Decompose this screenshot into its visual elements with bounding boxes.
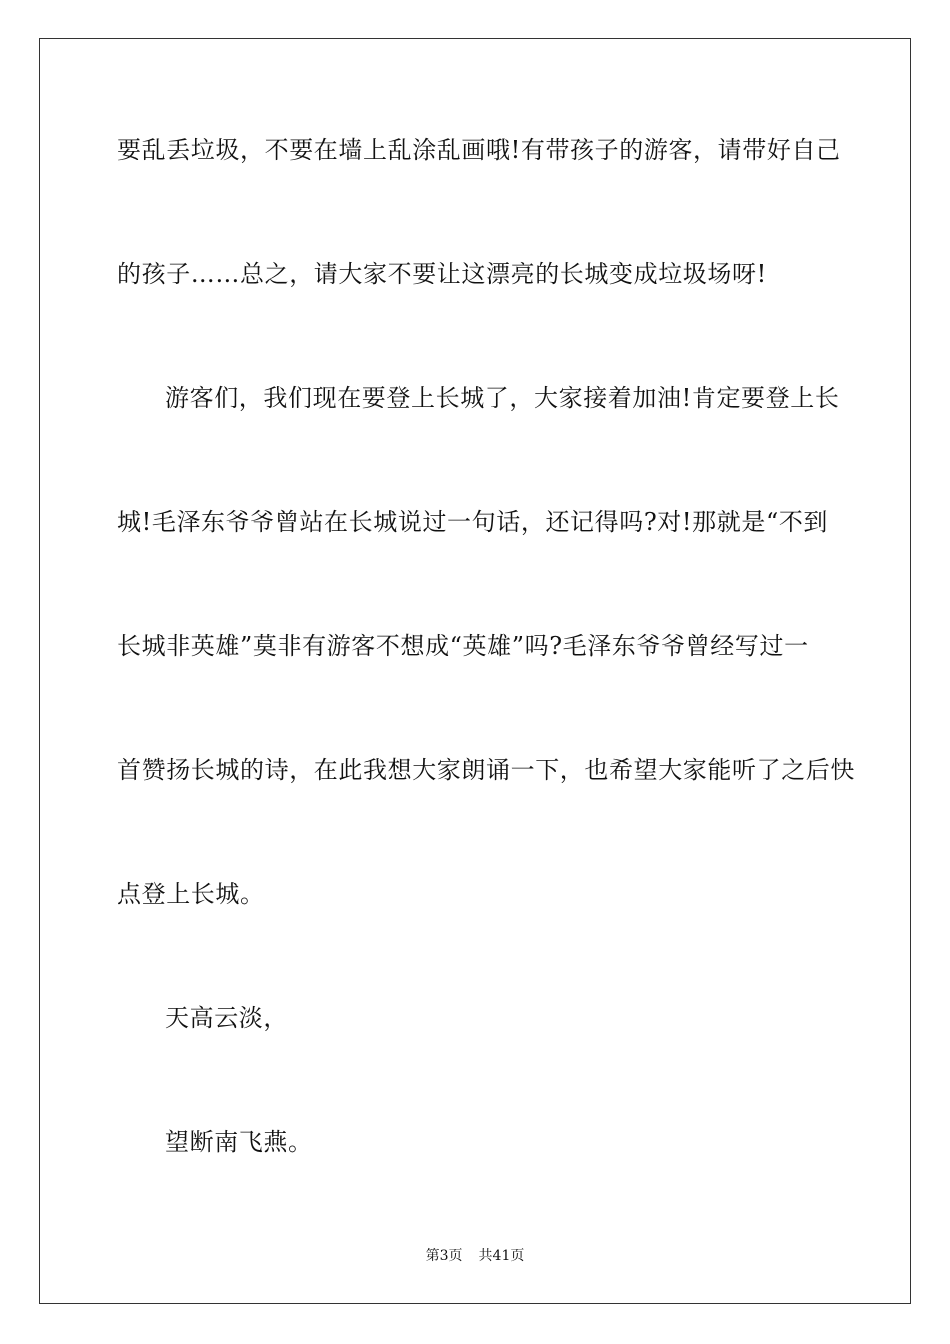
page-footer	[0, 1246, 950, 1266]
paragraph-first-line: 游客们，我们现在要登上长城了，大家接着加油!肯定要登上长	[165, 384, 840, 412]
poem-line: 天高云淡，	[165, 1004, 288, 1032]
body-text-line: 要乱丢垃圾，不要在墙上乱涂乱画哦!有带孩子的游客，请带好自己	[117, 136, 841, 164]
body-text-line: 点登上长城。	[117, 880, 265, 908]
body-text-line: 首赞扬长城的诗，在此我想大家朗诵一下，也希望大家能听了之后快	[117, 756, 855, 784]
page-total: 共41页	[478, 1248, 525, 1264]
body-text-line: 城!毛泽东爷爷曾站在长城说过一句话，还记得吗?对!那就是“不到	[117, 508, 829, 536]
body-text-line: 的孩子……总之，请大家不要让这漂亮的长城变成垃圾场呀!	[117, 260, 767, 288]
page-number: 第3页	[425, 1248, 463, 1264]
body-text-line: 长城非英雄”莫非有游客不想成“英雄”吗?毛泽东爷爷曾经写过一	[117, 632, 809, 660]
page-frame	[39, 38, 911, 1304]
poem-line: 望断南飞燕。	[165, 1128, 313, 1156]
